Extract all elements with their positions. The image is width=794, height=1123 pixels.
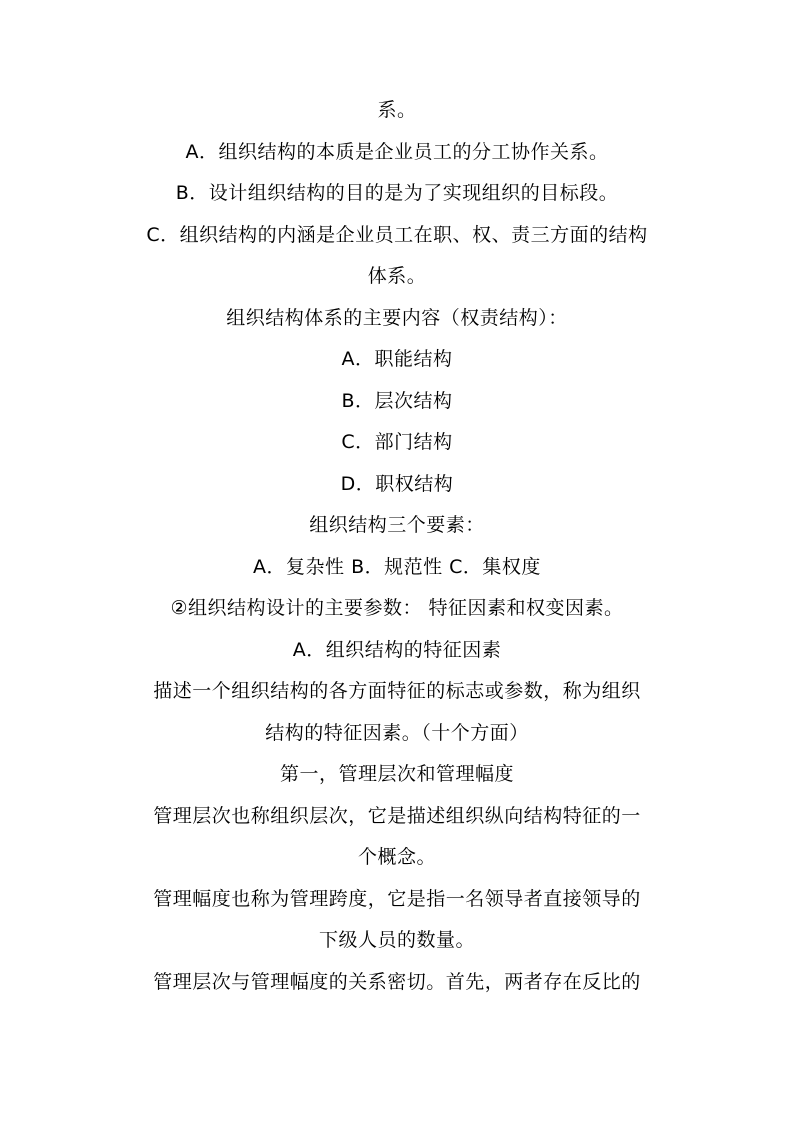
text-line: A．组织结构的本质是企业员工的分工协作关系。 bbox=[185, 141, 609, 163]
text-line: 结构的特征因素。（十个方面） bbox=[265, 722, 529, 744]
text-line: ②组织结构设计的主要参数： 特征因素和权变因素。 bbox=[170, 597, 624, 619]
text-line: 体系。 bbox=[367, 265, 427, 287]
text-line: 管理层次也称组织层次，它是描述组织纵向结构特征的一 bbox=[153, 805, 641, 827]
text-line: 组织结构三个要素： bbox=[309, 514, 485, 536]
text-line: C．组织结构的内涵是企业员工在职、权、责三方面的结构 bbox=[146, 224, 648, 246]
text-line: 组织结构体系的主要内容（权责结构）： bbox=[226, 307, 568, 329]
text-line: C．部门结构 bbox=[341, 431, 453, 453]
text-line: D．职权结构 bbox=[340, 473, 454, 495]
text-line: 管理层次与管理幅度的关系密切。首先，两者存在反比的 bbox=[153, 971, 641, 993]
text-line: 个概念。 bbox=[357, 846, 436, 868]
text-line: A．复杂性 B．规范性 C．集权度 bbox=[253, 556, 541, 578]
text-line: 管理幅度也称为管理跨度，它是指一名领导者直接领导的 bbox=[153, 888, 641, 910]
text-line: B．设计组织结构的目的是为了实现组织的目标段。 bbox=[175, 182, 619, 204]
text-line: 下级人员的数量。 bbox=[318, 929, 475, 951]
text-line: 描述一个组织结构的各方面特征的标志或参数，称为组织 bbox=[153, 680, 641, 702]
text-line: B．层次结构 bbox=[341, 390, 453, 412]
text-line: 第一，管理层次和管理幅度 bbox=[279, 763, 514, 785]
text-line: 系。 bbox=[377, 99, 417, 121]
text-line: A．职能结构 bbox=[341, 348, 453, 370]
text-line: A．组织结构的特征因素 bbox=[292, 639, 502, 661]
